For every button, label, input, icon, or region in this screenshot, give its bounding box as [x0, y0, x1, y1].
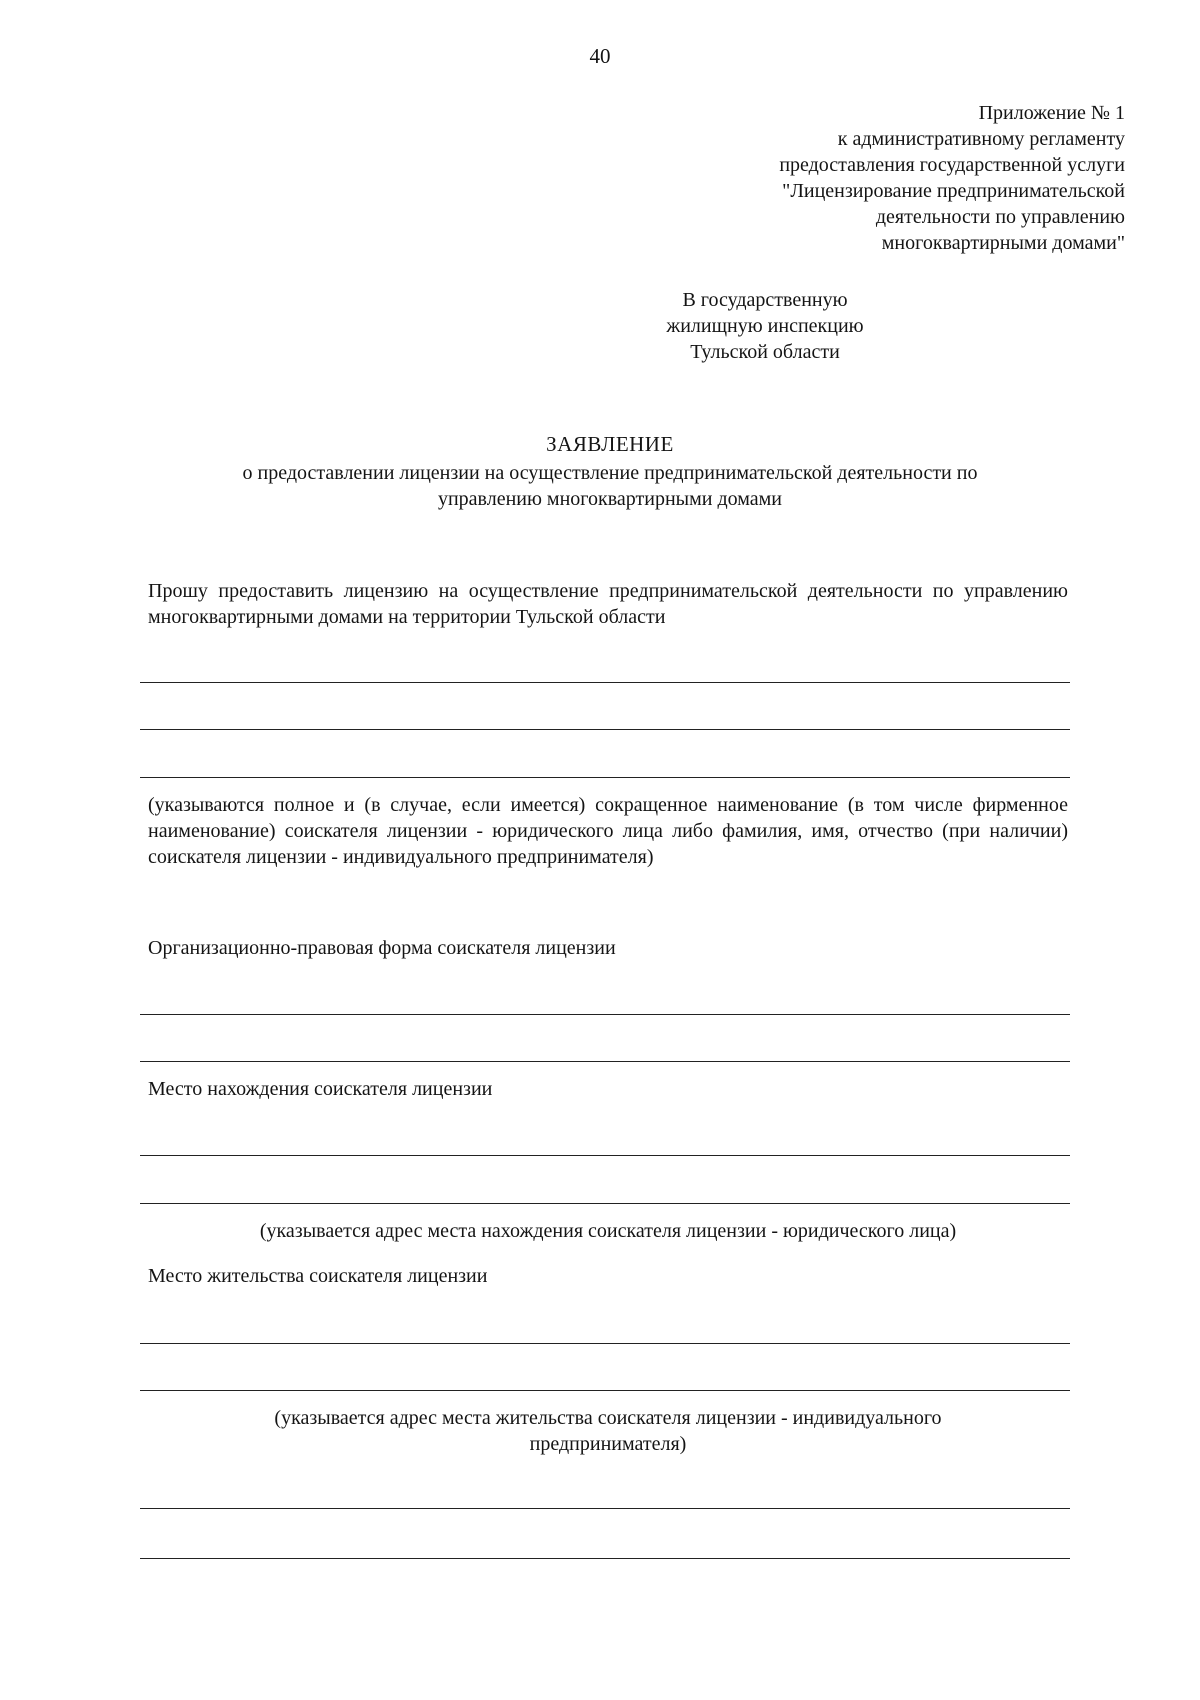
extra-field-line[interactable] — [140, 1508, 1070, 1509]
document-title: ЗАЯВЛЕНИЕ — [546, 432, 674, 456]
location-field-line[interactable] — [140, 1155, 1070, 1156]
residence-field-line[interactable] — [140, 1343, 1070, 1344]
residence-hint — [148, 1405, 1068, 1457]
applicant-name-field-line[interactable] — [140, 682, 1070, 683]
addressee-block — [650, 287, 880, 365]
applicant-name-field-line[interactable] — [140, 777, 1070, 778]
applicant-name-hint: (указываются полное и (в случае, если имеется) сокращенное наименование (в том числе фирменное наименование) соискателя лицензии - юридического лица либо фамилия, имя, отчество (при наличии) соискателя лицензии - индивидуального предпринимателя) — [148, 794, 1068, 868]
location-label: Место нахождения соискателя лицензии — [148, 1078, 493, 1100]
appendix-block — [645, 100, 1125, 256]
addressee-line: жилищную инспекцию — [666, 315, 864, 337]
request-text: Прошу предоставить лицензию на осуществление предпринимательской деятельности по управлению многоквартирными домами на территории Тульской области — [148, 580, 1068, 628]
location-hint: (указывается адрес места нахождения соискателя лицензии - юридического лица) — [259, 1220, 957, 1242]
extra-field-line[interactable] — [140, 1558, 1070, 1559]
appendix-line: "Лицензирование предпринимательской — [782, 180, 1125, 202]
legal-form-field-line[interactable] — [140, 1061, 1070, 1062]
page-number: 40 — [589, 44, 611, 68]
subtitle-line: о предоставлении лицензии на осуществление предпринимательской деятельности по — [242, 462, 978, 484]
appendix-line: многоквартирными домами" — [881, 232, 1125, 254]
appendix-line: к административному регламенту — [837, 128, 1125, 150]
residence-field-line[interactable] — [140, 1390, 1070, 1391]
legal-form-field-line[interactable] — [140, 1014, 1070, 1015]
legal-form-label: Организационно-правовая форма соискателя лицензии — [148, 937, 616, 959]
appendix-line: деятельности по управлению — [875, 206, 1125, 228]
appendix-line: Приложение № 1 — [978, 102, 1125, 124]
document-subtitle — [180, 460, 1040, 512]
appendix-line: предоставления государственной услуги — [779, 154, 1125, 176]
location-field-line[interactable] — [140, 1203, 1070, 1204]
applicant-name-field-line[interactable] — [140, 729, 1070, 730]
subtitle-line: управлению многоквартирными домами — [437, 488, 783, 510]
residence-hint-line: предпринимателя) — [529, 1433, 687, 1455]
residence-label: Место жительства соискателя лицензии — [148, 1265, 488, 1287]
residence-hint-line: (указывается адрес места жительства соискателя лицензии - индивидуального — [274, 1407, 942, 1429]
addressee-line: В государственную — [682, 289, 848, 311]
addressee-line: Тульской области — [690, 341, 840, 363]
